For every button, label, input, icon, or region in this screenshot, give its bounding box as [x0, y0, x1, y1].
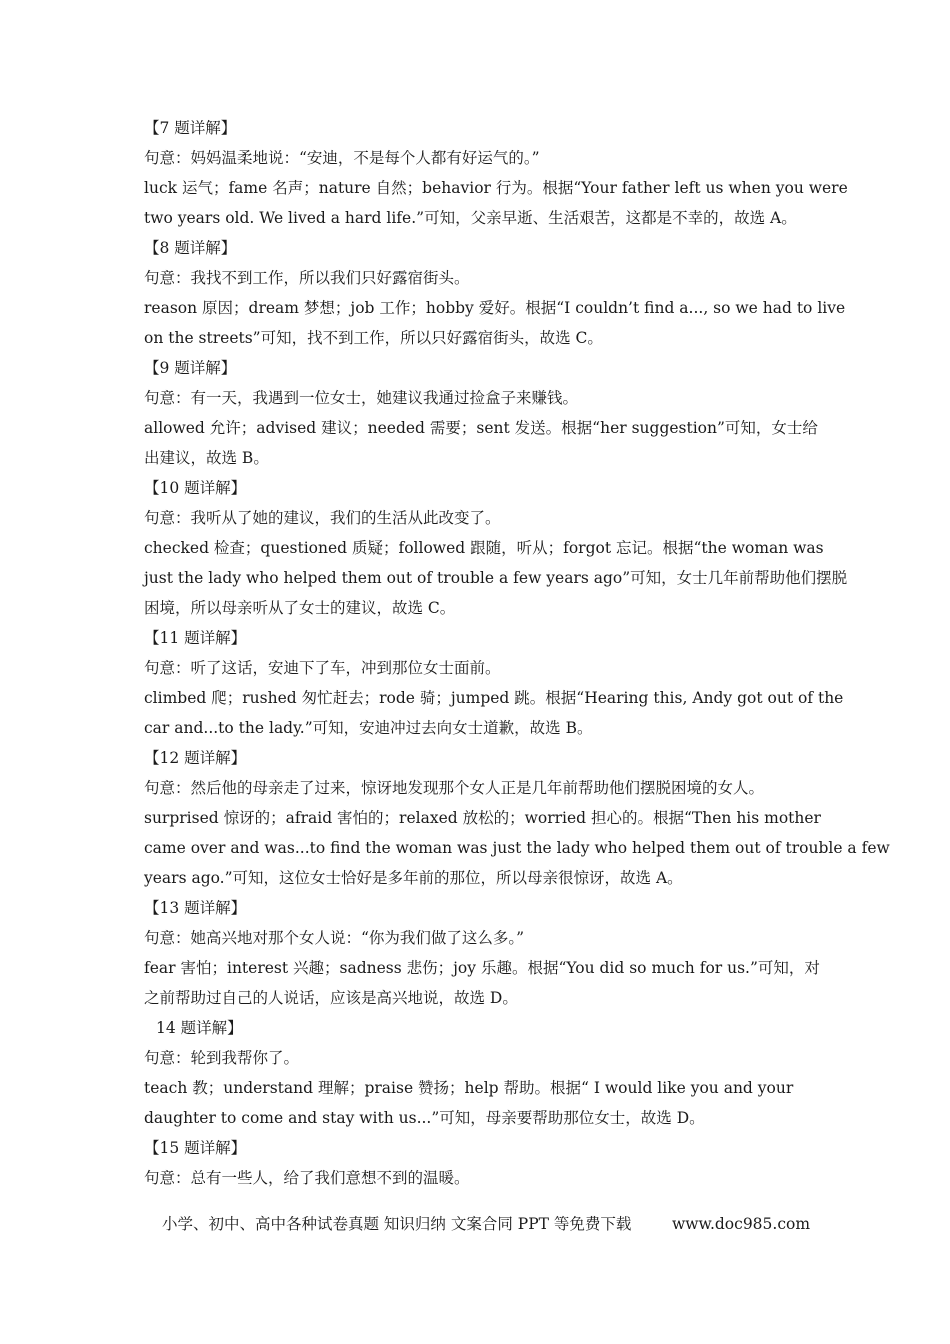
- explanation-line: years ago.”可知，这位女士恰好是多年前的那位，所以母亲很惊讶，故选 A。: [144, 869, 683, 887]
- question-header: 【11 题详解】: [144, 629, 247, 647]
- sentence-meaning: 句意：听了这话，安迪下了车，冲到那位女士面前。: [144, 659, 501, 677]
- explanation-line: 之前帮助过自己的人说话，应该是高兴地说，故选 D。: [144, 989, 518, 1007]
- explanation-line: just the lady who helped them out of trouble a few years ago”可知，女士几年前帮助他们摆脱: [144, 569, 848, 587]
- page-footer: [162, 1209, 811, 1239]
- sentence-meaning: 句意：有一天，我遇到一位女士，她建议我通过捡盒子来赚钱。: [144, 389, 579, 407]
- explanation-line: on the streets”可知，找不到工作，所以只好露宿街头，故选 C。: [144, 329, 603, 347]
- sentence-meaning: 句意：然后他的母亲走了过来，惊讶地发现那个女人正是几年前帮助他们摆脱困境的女人。: [144, 779, 765, 797]
- explanation-line: two years old. We lived a hard life.”可知，父亲早逝、生活艰苦，这都是不幸的，故选 A。: [144, 209, 797, 227]
- explanation-line: 困境，所以母亲听从了女士的建议，故选 C。: [144, 599, 456, 617]
- explanation-line: surprised 惊讶的；afraid 害怕的；relaxed 放松的；worried 担心的。根据“Then his mother: [144, 809, 821, 827]
- sentence-meaning: 句意：我找不到工作，所以我们只好露宿街头。: [144, 269, 470, 287]
- question-header: 【10 题详解】: [144, 479, 247, 497]
- answer-explanations: [144, 113, 890, 1193]
- question-header: 【13 题详解】: [144, 899, 247, 917]
- question-header: 14 题详解】: [156, 1019, 243, 1037]
- explanation-line: allowed 允许；advised 建议；needed 需要；sent 发送。根据“her suggestion”可知，女士给: [144, 419, 818, 437]
- question-header: 【12 题详解】: [144, 749, 247, 767]
- explanation-line: car and...to the lady.”可知，安迪冲过去向女士道歉，故选 B。: [144, 719, 593, 737]
- sentence-meaning: 句意：她高兴地对那个女人说：“你为我们做了这么多。”: [144, 929, 525, 947]
- explanation-line: 出建议，故选 B。: [144, 449, 269, 467]
- sentence-meaning: 句意：我听从了她的建议，我们的生活从此改变了。: [144, 509, 501, 527]
- explanation-line: checked 检查；questioned 质疑；followed 跟随，听从；forgot 忘记。根据“the woman was: [144, 539, 824, 557]
- explanation-line: reason 原因；dream 梦想；job 工作；hobby 爱好。根据“I couldn’t find a..., so we had to live: [144, 299, 846, 317]
- question-header: 【7 题详解】: [144, 119, 237, 137]
- explanation-line: climbed 爬；rushed 匆忙赶去；rode 骑；jumped 跳。根据“Hearing this, Andy got out of the: [144, 689, 844, 707]
- sentence-meaning: 句意：轮到我帮你了。: [144, 1049, 300, 1067]
- explanation-line: luck 运气；fame 名声；nature 自然；behavior 行为。根据“Your father left us when you were: [144, 179, 848, 197]
- question-header: 【9 题详解】: [144, 359, 237, 377]
- footer-url[interactable]: www.doc985.com: [672, 1215, 811, 1233]
- explanation-line: daughter to come and stay with us...”可知，母亲要帮助那位女士，故选 D。: [144, 1109, 705, 1127]
- explanation-line: teach 教；understand 理解；praise 赞扬；help 帮助。根据“ I would like you and your: [144, 1079, 794, 1097]
- sentence-meaning: 句意：总有一些人，给了我们意想不到的温暖。: [144, 1169, 470, 1187]
- question-header: 【15 题详解】: [144, 1139, 247, 1157]
- explanation-line: fear 害怕；interest 兴趣；sadness 悲伤；joy 乐趣。根据“You did so much for us.”可知，对: [144, 959, 820, 977]
- footer-text: 小学、初中、高中各种试卷真题 知识归纳 文案合同 PPT 等免费下载: [162, 1215, 632, 1233]
- explanation-line: came over and was...to find the woman was just the lady who helped them out of trouble a few: [144, 839, 890, 857]
- question-header: 【8 题详解】: [144, 239, 237, 257]
- sentence-meaning: 句意：妈妈温柔地说：“安迪，不是每个人都有好运气的。”: [144, 149, 540, 167]
